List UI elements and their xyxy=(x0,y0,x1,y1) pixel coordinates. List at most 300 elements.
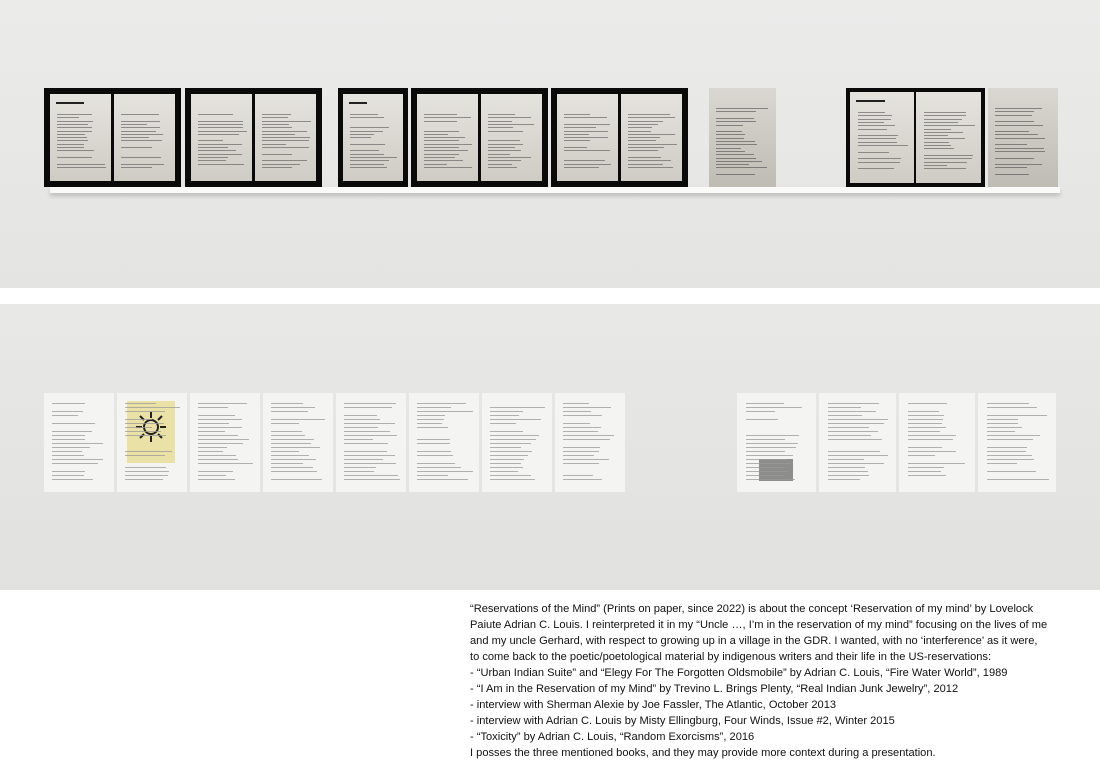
text-line xyxy=(564,117,607,118)
text-line xyxy=(57,124,88,125)
text-line xyxy=(858,125,895,126)
text-line xyxy=(121,127,160,128)
book-spread-4 xyxy=(411,88,548,187)
text-line xyxy=(858,119,891,120)
text-line xyxy=(125,479,162,480)
text-line xyxy=(924,142,949,143)
text-line xyxy=(52,447,90,448)
closing-note: I posses the three mentioned books, and they may provide more context during a presentation. xyxy=(470,747,936,759)
text-line xyxy=(271,463,303,464)
text-line xyxy=(716,134,745,135)
text-line xyxy=(908,455,935,456)
text-line xyxy=(344,443,387,444)
text-line xyxy=(488,140,520,141)
text-line xyxy=(57,157,92,158)
text-line xyxy=(350,160,389,161)
text-line xyxy=(417,471,473,472)
text-line xyxy=(924,129,951,130)
text-line xyxy=(564,124,610,125)
text-line xyxy=(924,115,966,116)
text-line xyxy=(271,435,304,436)
text-line xyxy=(125,451,172,452)
source-item: - “Toxicity” by Adrian C. Louis, “Random Exorcisms”, 2016 xyxy=(470,731,755,743)
text-line xyxy=(628,114,670,115)
text-line xyxy=(424,147,458,148)
text-line xyxy=(987,471,1035,472)
text-line xyxy=(125,423,163,424)
text-line xyxy=(563,451,598,452)
text-line xyxy=(716,154,754,155)
text-line xyxy=(262,117,288,118)
text-line xyxy=(262,167,292,168)
book-spread-2 xyxy=(185,88,322,187)
text-line xyxy=(271,467,312,468)
text-line xyxy=(271,479,322,480)
text-line xyxy=(828,479,860,480)
text-line xyxy=(57,167,105,168)
text-line xyxy=(424,134,448,135)
book-page-single-2 xyxy=(988,88,1058,187)
text-line xyxy=(490,439,536,440)
text-line xyxy=(344,475,397,476)
text-line xyxy=(858,129,887,130)
text-line xyxy=(746,467,784,468)
printed-page-7 xyxy=(482,393,552,492)
text-line xyxy=(52,451,82,452)
text-line xyxy=(262,131,307,132)
text-line xyxy=(424,154,458,155)
text-line xyxy=(987,451,1026,452)
text-line xyxy=(350,137,371,138)
text-line xyxy=(488,144,523,145)
text-line xyxy=(908,451,956,452)
text-line xyxy=(564,147,586,148)
text-line xyxy=(344,451,386,452)
text-line xyxy=(490,479,535,480)
text-line xyxy=(746,455,793,456)
top-wall-panel xyxy=(0,0,1100,288)
book-page-single-1 xyxy=(709,88,776,187)
text-line xyxy=(125,411,165,412)
text-line xyxy=(198,475,226,476)
text-line xyxy=(344,427,377,428)
text-line xyxy=(271,459,315,460)
text-line xyxy=(417,467,461,468)
text-line xyxy=(125,403,156,404)
text-line xyxy=(563,455,594,456)
text-line xyxy=(271,419,325,420)
text-line xyxy=(262,137,310,138)
text-line xyxy=(344,471,373,472)
text-line xyxy=(125,475,167,476)
text-line xyxy=(716,151,746,152)
text-line xyxy=(488,117,531,118)
text-line xyxy=(417,479,467,480)
text-line xyxy=(563,411,591,412)
text-line xyxy=(198,423,229,424)
text-line xyxy=(271,443,311,444)
printed-page-12 xyxy=(978,393,1056,492)
text-line xyxy=(198,150,235,151)
text-line xyxy=(908,463,965,464)
text-line xyxy=(52,455,83,456)
text-line xyxy=(262,147,308,148)
text-line xyxy=(490,419,541,420)
text-line xyxy=(995,158,1034,159)
text-line xyxy=(995,108,1042,109)
text-line xyxy=(121,147,151,148)
text-line xyxy=(424,160,463,161)
text-line xyxy=(908,447,941,448)
text-line xyxy=(350,127,389,128)
text-line xyxy=(908,435,956,436)
text-line xyxy=(125,435,165,436)
book-spread-3 xyxy=(338,88,408,187)
source-item: - “Urban Indian Suite” and “Elegy For The Forgotten Oldsmobile” by Adrian C. Louis, “Fire Water World”, 1989 xyxy=(470,667,1008,679)
text-line xyxy=(125,471,169,472)
text-line xyxy=(424,137,464,138)
text-line xyxy=(987,447,1027,448)
text-line xyxy=(628,117,675,118)
text-line xyxy=(908,403,947,404)
text-line xyxy=(125,467,166,468)
text-line xyxy=(563,475,593,476)
text-line xyxy=(858,115,892,116)
text-line xyxy=(828,463,883,464)
text-line xyxy=(563,423,590,424)
text-line xyxy=(924,125,975,126)
text-line xyxy=(564,137,607,138)
text-line xyxy=(858,162,900,163)
text-line xyxy=(350,167,387,168)
text-line xyxy=(716,164,749,165)
text-line xyxy=(716,131,742,132)
text-line xyxy=(858,158,901,159)
text-line xyxy=(121,164,163,165)
text-line xyxy=(746,403,784,404)
text-line xyxy=(828,423,884,424)
text-line xyxy=(198,431,225,432)
text-line xyxy=(57,114,91,115)
text-line xyxy=(57,134,85,135)
text-line xyxy=(858,168,895,169)
text-line xyxy=(198,131,246,132)
text-line xyxy=(52,439,84,440)
text-line xyxy=(198,439,248,440)
text-line xyxy=(488,150,520,151)
top-shelf xyxy=(50,187,1060,193)
text-line xyxy=(563,427,601,428)
text-line xyxy=(344,479,400,480)
text-line xyxy=(746,419,778,420)
text-line xyxy=(746,411,774,412)
text-line xyxy=(746,459,787,460)
text-line xyxy=(746,471,788,472)
text-line xyxy=(987,427,1021,428)
text-line xyxy=(125,431,161,432)
description-line: “Reservations of the Mind” (Prints on paper, since 2022) is about the concept ‘Reservation of my mind’ by Lovelock xyxy=(470,603,1034,615)
text-line xyxy=(924,155,974,156)
text-line xyxy=(57,140,88,141)
text-line xyxy=(924,132,963,133)
text-line xyxy=(121,137,149,138)
text-line xyxy=(198,140,223,141)
text-line xyxy=(344,467,376,468)
text-line xyxy=(57,150,93,151)
text-line xyxy=(198,144,242,145)
text-line xyxy=(344,463,395,464)
text-line xyxy=(858,142,897,143)
text-line xyxy=(908,411,939,412)
text-line xyxy=(271,447,320,448)
text-line xyxy=(57,137,87,138)
text-line xyxy=(198,114,233,115)
text-line xyxy=(908,415,944,416)
printed-page-10 xyxy=(819,393,896,492)
text-line xyxy=(828,471,868,472)
text-line xyxy=(908,431,940,432)
text-line xyxy=(417,475,448,476)
text-line xyxy=(417,423,442,424)
text-line xyxy=(908,439,953,440)
text-line xyxy=(564,131,608,132)
text-line xyxy=(987,431,1015,432)
text-line xyxy=(628,127,652,128)
text-line xyxy=(995,148,1044,149)
text-line xyxy=(746,447,795,448)
text-line xyxy=(344,419,379,420)
text-line xyxy=(628,131,651,132)
text-line xyxy=(564,114,590,115)
text-line xyxy=(987,407,1037,408)
text-line xyxy=(424,131,459,132)
text-line xyxy=(488,167,517,168)
text-line xyxy=(908,427,946,428)
text-line xyxy=(828,415,862,416)
text-line xyxy=(716,141,755,142)
text-line xyxy=(350,150,379,151)
text-line xyxy=(488,127,513,128)
text-line xyxy=(563,463,599,464)
printed-page-3 xyxy=(190,393,260,492)
text-line xyxy=(198,407,228,408)
text-line xyxy=(987,419,1018,420)
text-line xyxy=(121,157,160,158)
text-line xyxy=(52,411,83,412)
text-line xyxy=(908,423,942,424)
text-line xyxy=(987,439,1033,440)
text-line xyxy=(271,431,302,432)
text-line xyxy=(828,403,879,404)
text-line xyxy=(262,127,291,128)
text-line xyxy=(716,121,756,122)
text-line xyxy=(198,147,228,148)
text-line xyxy=(424,144,472,145)
printed-page-6 xyxy=(409,393,479,492)
text-line xyxy=(987,479,1049,480)
text-line xyxy=(350,164,384,165)
printed-page-5 xyxy=(336,393,406,492)
text-line xyxy=(488,121,512,122)
source-item: - interview with Sherman Alexie by Joe Fassler, The Atlantic, October 2013 xyxy=(470,699,837,711)
text-line xyxy=(995,151,1045,152)
text-line xyxy=(716,138,744,139)
text-line xyxy=(987,463,1017,464)
text-line xyxy=(995,164,1042,165)
text-line xyxy=(628,121,663,122)
text-line xyxy=(52,415,78,416)
text-line xyxy=(121,121,160,122)
text-line xyxy=(490,471,518,472)
printed-page-11 xyxy=(899,393,975,492)
text-line xyxy=(716,144,757,145)
text-line xyxy=(121,131,156,132)
text-line xyxy=(198,157,228,158)
text-line xyxy=(490,459,524,460)
source-item: - interview with Adrian C. Louis by Misty Ellingburg, Four Winds, Issue #2, Winter 2015 xyxy=(470,715,895,727)
text-line xyxy=(417,451,450,452)
text-line xyxy=(417,419,443,420)
description-line: and my uncle Gerhard, with respect to growing up in a village in the GDR. I wanted, with no ‘interference’ as it were, xyxy=(470,635,1038,647)
text-line xyxy=(488,160,521,161)
text-line xyxy=(490,411,523,412)
text-line xyxy=(995,174,1029,175)
text-line xyxy=(628,134,674,135)
text-line xyxy=(858,122,885,123)
text-line xyxy=(716,167,767,168)
text-line xyxy=(417,455,453,456)
text-line xyxy=(417,415,445,416)
text-line xyxy=(417,443,449,444)
text-line xyxy=(125,455,165,456)
text-line xyxy=(628,150,658,151)
book-spread-1 xyxy=(44,88,181,187)
text-line xyxy=(57,144,83,145)
text-line xyxy=(746,463,791,464)
text-line xyxy=(924,138,965,139)
text-line xyxy=(125,427,151,428)
text-line xyxy=(563,431,598,432)
text-line xyxy=(424,121,456,122)
text-line xyxy=(262,164,300,165)
text-line xyxy=(924,148,955,149)
text-line xyxy=(828,431,877,432)
text-line xyxy=(828,439,882,440)
text-line xyxy=(987,455,1031,456)
text-line xyxy=(271,411,308,412)
text-line xyxy=(858,138,896,139)
text-line xyxy=(628,160,671,161)
text-line xyxy=(924,158,972,159)
text-line xyxy=(52,431,92,432)
text-line xyxy=(52,443,102,444)
text-line xyxy=(628,137,659,138)
text-line xyxy=(198,164,244,165)
text-line xyxy=(52,471,85,472)
text-line xyxy=(271,407,315,408)
text-line xyxy=(924,119,963,120)
text-line xyxy=(490,431,522,432)
text-line xyxy=(490,463,521,464)
text-line xyxy=(417,403,466,404)
text-line xyxy=(716,111,756,112)
text-line xyxy=(52,475,84,476)
text-line xyxy=(271,471,316,472)
text-line xyxy=(262,144,286,145)
text-line xyxy=(628,167,673,168)
text-line xyxy=(924,135,948,136)
text-line xyxy=(490,407,545,408)
text-line xyxy=(262,121,311,122)
text-line xyxy=(746,479,795,480)
printed-page-portrait xyxy=(737,393,816,492)
text-line xyxy=(564,134,589,135)
text-line xyxy=(628,147,664,148)
text-line xyxy=(924,122,958,123)
text-line xyxy=(488,114,515,115)
text-line xyxy=(746,475,783,476)
text-line xyxy=(716,108,768,109)
text-line xyxy=(628,140,655,141)
text-line xyxy=(563,447,600,448)
text-line xyxy=(271,439,313,440)
printed-page-8 xyxy=(555,393,625,492)
text-line xyxy=(424,117,471,118)
bottom-wall-panel xyxy=(0,304,1100,590)
text-line xyxy=(198,127,242,128)
text-line xyxy=(488,154,510,155)
text-line xyxy=(57,131,92,132)
text-line xyxy=(262,134,295,135)
text-line xyxy=(271,451,298,452)
text-line xyxy=(344,423,395,424)
text-line xyxy=(424,167,472,168)
text-line xyxy=(488,131,523,132)
text-line xyxy=(995,144,1027,145)
text-line xyxy=(57,127,92,128)
text-line xyxy=(121,134,163,135)
text-line xyxy=(828,407,861,408)
text-line xyxy=(564,167,598,168)
text-line xyxy=(198,134,239,135)
text-line xyxy=(121,114,159,115)
text-line xyxy=(344,459,383,460)
text-line xyxy=(563,479,602,480)
text-line xyxy=(908,467,944,468)
text-line xyxy=(828,459,864,460)
text-line xyxy=(995,131,1029,132)
text-line xyxy=(344,439,373,440)
text-line xyxy=(121,140,162,141)
text-line xyxy=(563,435,614,436)
text-line xyxy=(716,148,741,149)
text-line xyxy=(198,447,227,448)
text-line xyxy=(563,403,589,404)
text-line xyxy=(995,121,1034,122)
text-line xyxy=(198,154,242,155)
text-line xyxy=(125,407,180,408)
text-line xyxy=(858,145,909,146)
text-line xyxy=(198,415,235,416)
text-line xyxy=(262,154,292,155)
text-line xyxy=(858,135,898,136)
text-line xyxy=(564,140,589,141)
text-line xyxy=(828,467,865,468)
text-line xyxy=(828,427,869,428)
text-line xyxy=(924,112,966,113)
text-line xyxy=(344,431,390,432)
text-line xyxy=(488,124,534,125)
